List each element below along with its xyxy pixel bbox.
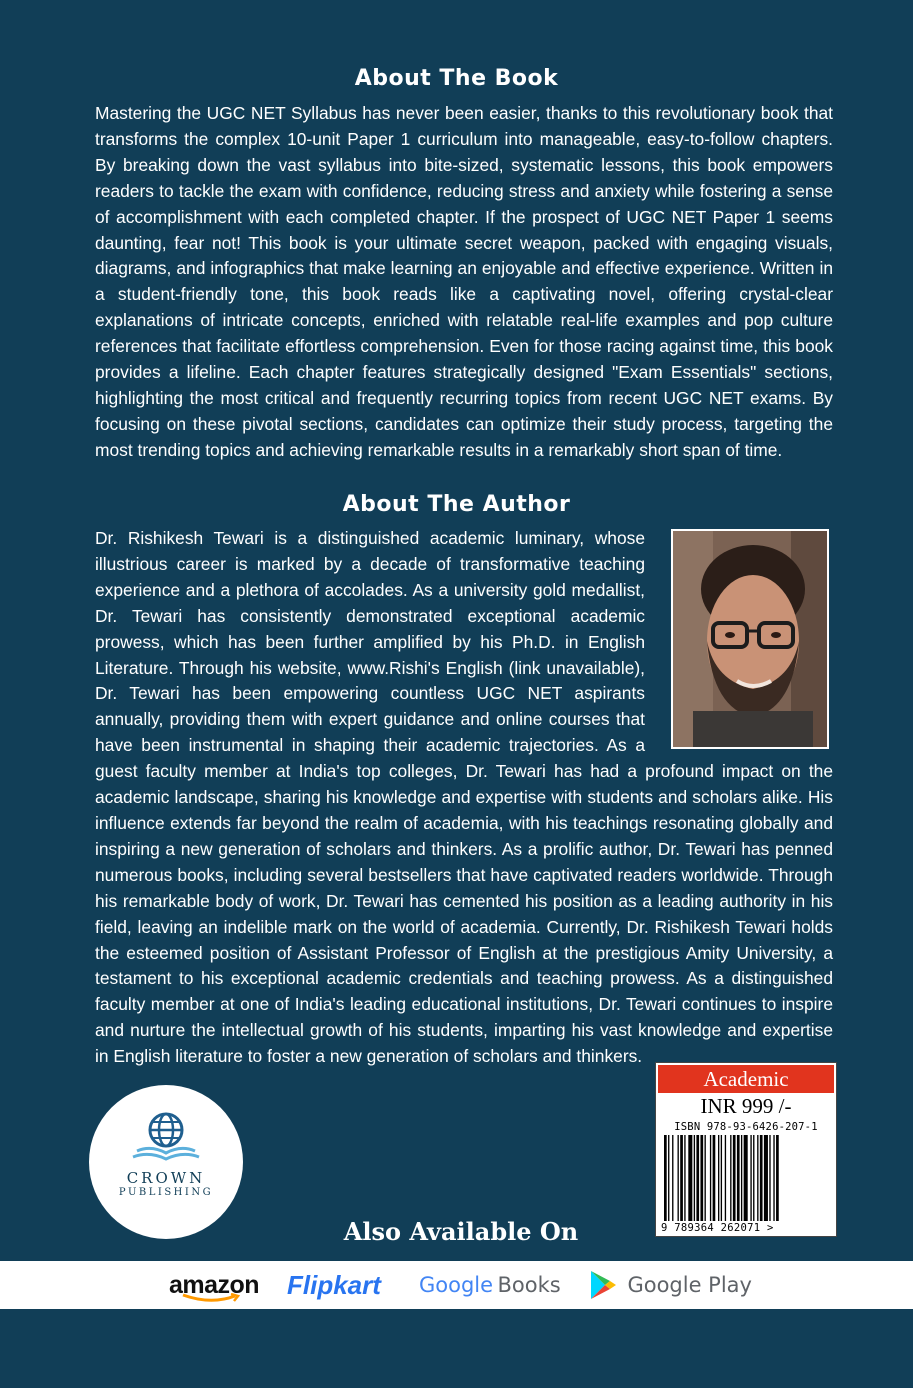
- barcode-digits: 9 789364 262071 >: [661, 1222, 774, 1234]
- publisher-subname: PUBLISHING: [118, 1187, 214, 1198]
- publisher-name: CROWN: [126, 1169, 206, 1187]
- price-label: INR 999 /-: [700, 1094, 792, 1118]
- flipkart-logo-text: Flipkart: [287, 1270, 381, 1300]
- publisher-logo: [89, 1085, 243, 1239]
- barcode-label: [655, 1062, 837, 1237]
- about-author-text: Dr. Rishikesh Tewari is a distinguished academic luminary, whose illustrious career is marked by a decade of transformative teaching experience and a plethora of accolades. As a university gold medallist, Dr. Tewari has consistently demonstrated exceptional academic prowess, which has been further amplified by his Ph.D. in English Literature. Through his website, www.Rishi's English (link unavailable), Dr. Tewari has been empowering countless UGC NET aspirants annually, providing them with expert guidance and online courses that have been instrumental in shaping their academic trajectories. As a guest faculty member at India's top colleges, Dr. Tewari has had a profound impact on the academic landscape, sharing his knowledge and expertise with students and scholars alike. His influence extends far beyond the realm of academia, with his teachings resonating globally and inspiring a new generation of scholars and thinkers. As a prolific author, Dr. Tewari has penned numerous books, including several bestsellers that have captivated readers worldwide. Through his remarkable body of work, Dr. Tewari has cemented his position as a leading authority in his field, leaving an indelible mark on the world of academia. Currently, Dr. Rishikesh Tewari holds the esteemed position of Assistant Professor of English at the prestigious Amity University, a testament to his exceptional academic credentials and teaching prowess. As a distinguished faculty member at one of India's leading educational institutions, Dr. Tewari continues to inspire and nurture the intellectual growth of his students, imparting his vast knowledge and expertise in English literature to foster a new generation of scholars and thinkers.: [95, 528, 833, 1067]
- store-flipkart[interactable]: [287, 1261, 381, 1309]
- globe-book-icon: [89, 1085, 243, 1239]
- store-google-books[interactable]: [419, 1261, 561, 1309]
- google-play-icon: [589, 1270, 617, 1300]
- category-label: Academic: [658, 1065, 834, 1093]
- about-book-text: Mastering the UGC NET Syllabus has never been easier, thanks to this revolutionary book that transforms the complex 10-unit Paper 1 curriculum into manageable, easy-to-follow chapters. By breaking down the vast syllabus into bite-sized, systematic lessons, this book empowers readers to tackle the exam with confidence, reducing stress and anxiety while fostering a sense of accomplishment with each completed chapter. If the prospect of UGC NET Paper 1 seems daunting, fear not! This book is your ultimate secret weapon, packed with engaging visuals, diagrams, and infographics that make learning an enjoyable and effective experience. Written in a student-friendly tone, this book reads like a captivating novel, offering crystal-clear explanations of intricate concepts, enriched with relatable real-life examples and pop culture references that facilitate effortless comprehension. Even for those racing against time, this book provides a lifeline. Each chapter features strategically designed "Exam Essentials" sections, highlighting the most critical and frequently recurring topics from recent UGC NET exams. By focusing on these pivotal sections, candidates can optimize their study process, targeting the most trending topics and achieving remarkable results in a remarkably short span of time.: [95, 103, 833, 460]
- barcode-graphic: [662, 1135, 832, 1221]
- store-amazon[interactable]: [169, 1261, 259, 1309]
- store-google-play[interactable]: [589, 1261, 752, 1309]
- about-author-heading: About The Author: [342, 492, 571, 517]
- about-book-heading: About The Book: [354, 66, 559, 91]
- store-band: [0, 1261, 913, 1309]
- isbn-label: ISBN 978-93-6426-207-1: [674, 1121, 818, 1133]
- google-books-google-text: Google: [419, 1273, 494, 1297]
- amazon-smile-icon: [181, 1293, 241, 1303]
- google-play-text: Google Play: [627, 1273, 752, 1297]
- google-books-books-text: Books: [497, 1273, 561, 1297]
- author-photo: [671, 529, 829, 749]
- also-available-heading: Also Available On: [343, 1217, 579, 1246]
- amazon-logo-text: amazon: [169, 1271, 260, 1299]
